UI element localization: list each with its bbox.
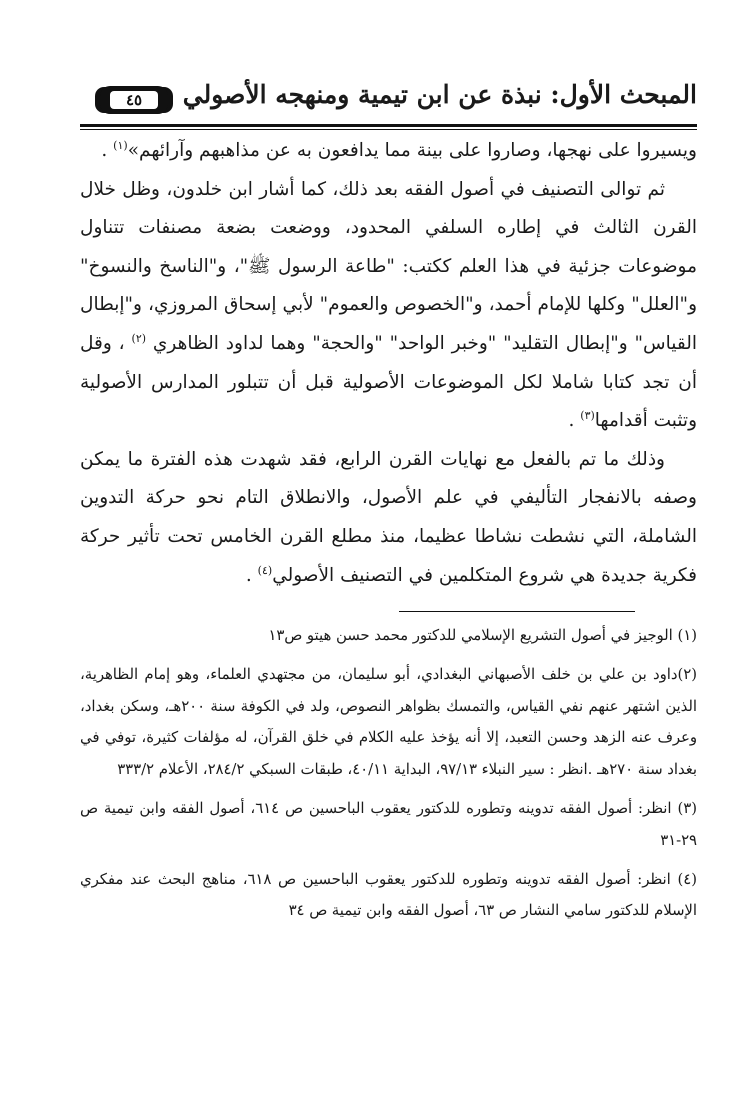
footnotes: [80, 620, 697, 934]
paragraph-1-text: ويسيروا على نهجها، وصاروا على بينة مما يدافعون به عن مذاهبهم وآرائهم»: [127, 140, 697, 161]
paragraph-2-text-a: ثم توالى التصنيف في أصول الفقه بعد ذلك، كما أشار ابن خلدون، وظل خلال القرن الثالث في إطاره السلفي المحدود، ووضعت بضعة مصنفات تتناول موضوعات جزئية في هذا العلم ككتب: "طاعة الرسول ﷺ"، و"الناسخ والنسوخ" و"العلل" وكلها للإمام أحمد، و"الخصوص والعموم" لأبي إسحاق المروزي، و"إبطال القياس" و"إبطال التقليد" "وخبر الواحد" "والحجة" وهما لداود الظاهري: [80, 178, 697, 354]
page-number-badge: [100, 86, 168, 114]
footnote-number: (١): [677, 627, 697, 644]
footnote-3: [80, 793, 697, 857]
footnote-separator: [399, 611, 635, 612]
footnote-2: [80, 659, 697, 786]
footnote-ref-2: (٢): [131, 331, 147, 345]
paragraph-1: ويسيروا على نهجها، وصاروا على بينة مما يدافعون به عن مذاهبهم وآرائهم»$^{(١)}$ .: [101, 138, 697, 161]
footnote-text: الوجيز في أصول التشريع الإسلامي للدكتور محمد حسن هيتو ص١٣: [268, 627, 673, 644]
chapter-title: المبحث الأول: نبذة عن ابن تيمية ومنهجه الأصولي: [182, 80, 697, 109]
header-rule-thin: [80, 129, 697, 130]
paragraph-2-text-b: ، وقل أن تجد كتابا شاملا لكل الموضوعات الأصولية قبل أن تتبلور المدارس الأصولية وتثبت أقدامها: [80, 332, 697, 432]
paragraph-2: ثم توالى التصنيف في أصول الفقه بعد ذلك، كما أشار ابن خلدون، وظل خلال القرن الثالث في إطاره السلفي المحدود، ووضعت بضعة مصنفات تتناول موضوعات جزئية في هذا العلم ككتب: "طاعة الرسول ﷺ"، و"الناسخ والنسوخ" و"العلل" وكلها للإمام أحمد، و"الخصوص والعموم" لأبي إسحاق المروزي، و"إبطال القياس" و"إبطال التقليد" "وخبر الواحد" "والحجة" وهما لداود الظاهري $^{(٢)}$ ، وقل أن تجد كتابا شاملا لكل الموضوعات الأصولية قبل أن تتبلور المدارس الأصولية وتثبت أقدامها$^{(٣)}$ .: [80, 178, 697, 432]
footnote-number: (٤): [677, 870, 697, 888]
footnote-number: (٢): [677, 665, 697, 683]
footnote-ref-4: (٤): [257, 563, 273, 577]
footnote-ref-3: (٣): [580, 409, 595, 422]
footnote-ref-1: (١): [113, 138, 128, 152]
footnote-text: داود بن علي بن خلف الأصبهاني البغدادي، أبو سليمان، من مجتهدي العلماء، وهو إمام الظاهرية، الذين اشتهر عنهم نفي القياس، والتمسك بظواهر النصوص، ولد في الكوفة سنة ٢٠٠هـ، وسكن بغداد، وعرف عنه الزهد وحسن التعبد، إلا أنه يؤخذ عليه الكلام في خلق القرآن، له مؤلفات كثيرة، توفي في بغداد سنة ٢٧٠هـ .انظر : سير النبلاء ٩٧/١٣، البداية ٤٠/١١، طبقات السبكي ٢٨٤/٢، الأعلام ٣٣٣/٢: [80, 665, 697, 779]
paragraph-3-text: وذلك ما تم بالفعل مع نهايات القرن الرابع، فقد شهدت هذه الفترة ما يمكن وصفه بالانفجار التأليفي في علم الأصول، والانطلاق التام نحو حركة التدوين الشاملة، التي نشطت نشاطا عظيما، منذ مطلع القرن الخامس تحت تأثير حركة فكرية جديدة هي شروع المتكلمين في التصنيف الأصولي: [80, 448, 697, 586]
paragraph-3: وذلك ما تم بالفعل مع نهايات القرن الرابع، فقد شهدت هذه الفترة ما يمكن وصفه بالانفجار التأليفي في علم الأصول، والانطلاق التام نحو حركة التدوين الشاملة، التي نشطت نشاطا عظيما، منذ مطلع القرن الخامس تحت تأثير حركة فكرية جديدة هي شروع المتكلمين في التصنيف الأصولي$^{(٤)}$ .: [80, 448, 697, 586]
footnote-text: انظر: أصول الفقه تدوينه وتطوره للدكتور يعقوب الباحسين ص ٦١٤، أصول الفقه وابن تيمية ص ٢٩-٣١: [80, 799, 697, 849]
page-number: ٤٥: [110, 91, 158, 109]
footnote-1: [80, 620, 697, 652]
footnote-number: (٣): [677, 799, 697, 817]
running-header: [80, 78, 697, 122]
main-text: [80, 132, 697, 595]
footnote-4: [80, 864, 697, 928]
footnote-text: انظر: أصول الفقه تدوينه وتطوره للدكتور يعقوب الباحسين ص ٦١٨، مناهج البحث عند مفكري الإسلام للدكتور سامي النشار ص ٦٣، أصول الفقه وابن تيمية ص ٣٤: [80, 870, 697, 920]
header-rule: [80, 124, 697, 127]
